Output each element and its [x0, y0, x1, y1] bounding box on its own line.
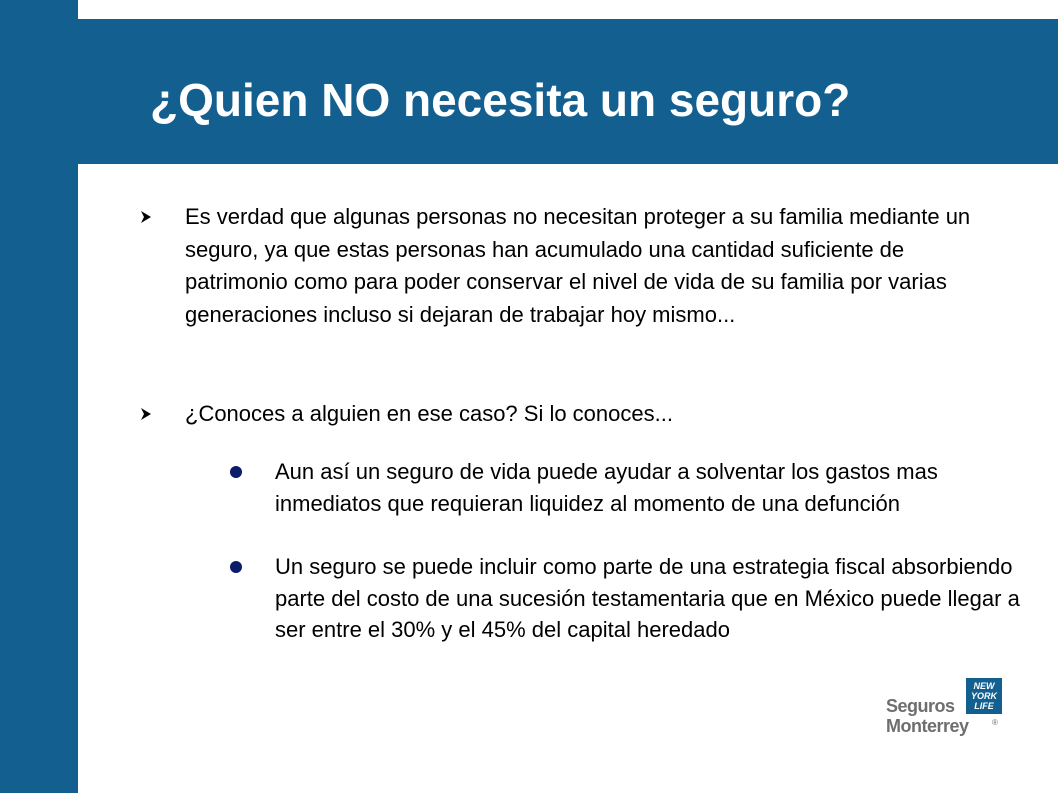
sub-bullet-item-2: [230, 551, 1020, 646]
seguros-monterrey-logo: [886, 678, 1006, 740]
new-york-life-box-icon: NEW YORK LIFE: [966, 678, 1002, 714]
sub-bullet-text: Aun así un seguro de vida puede ayudar a solventar los gastos mas inmediatos que requieran liquidez al momento de una defunción: [275, 459, 938, 516]
left-accent-bar: [0, 0, 78, 793]
sub-bullet-text: Un seguro se puede incluir como parte de una estrategia fiscal absorbiendo parte del costo de una sucesión testamentaria que en México puede llegar a ser entre el 30% y el 45% del capital heredado: [275, 554, 1020, 642]
arrow-bullet-icon: [140, 210, 152, 224]
registered-mark: ®: [992, 718, 998, 727]
logo-line-1: Seguros: [886, 696, 955, 716]
slide-title: ¿Quien NO necesita un seguro?: [150, 74, 851, 126]
bullet-text: Es verdad que algunas personas no necesitan proteger a su familia mediante un seguro, ya que estas personas han acumulado una cantidad suficiente de patrimonio como para poder conservar el nivel de vida de su familia por varias generaciones incluso si dejaran de trabajar hoy mismo...: [185, 204, 971, 327]
arrow-bullet-icon: [140, 407, 152, 421]
dot-bullet-icon: [230, 466, 242, 478]
dot-bullet-icon: [230, 561, 242, 573]
logo-line-2: Monterrey: [886, 716, 969, 736]
bullet-item-1: [140, 201, 990, 331]
sub-bullet-item-1: [230, 456, 1020, 519]
bullet-item-2: [140, 398, 990, 431]
bullet-text: ¿Conoces a alguien en ese caso? Si lo conoces...: [185, 401, 673, 426]
